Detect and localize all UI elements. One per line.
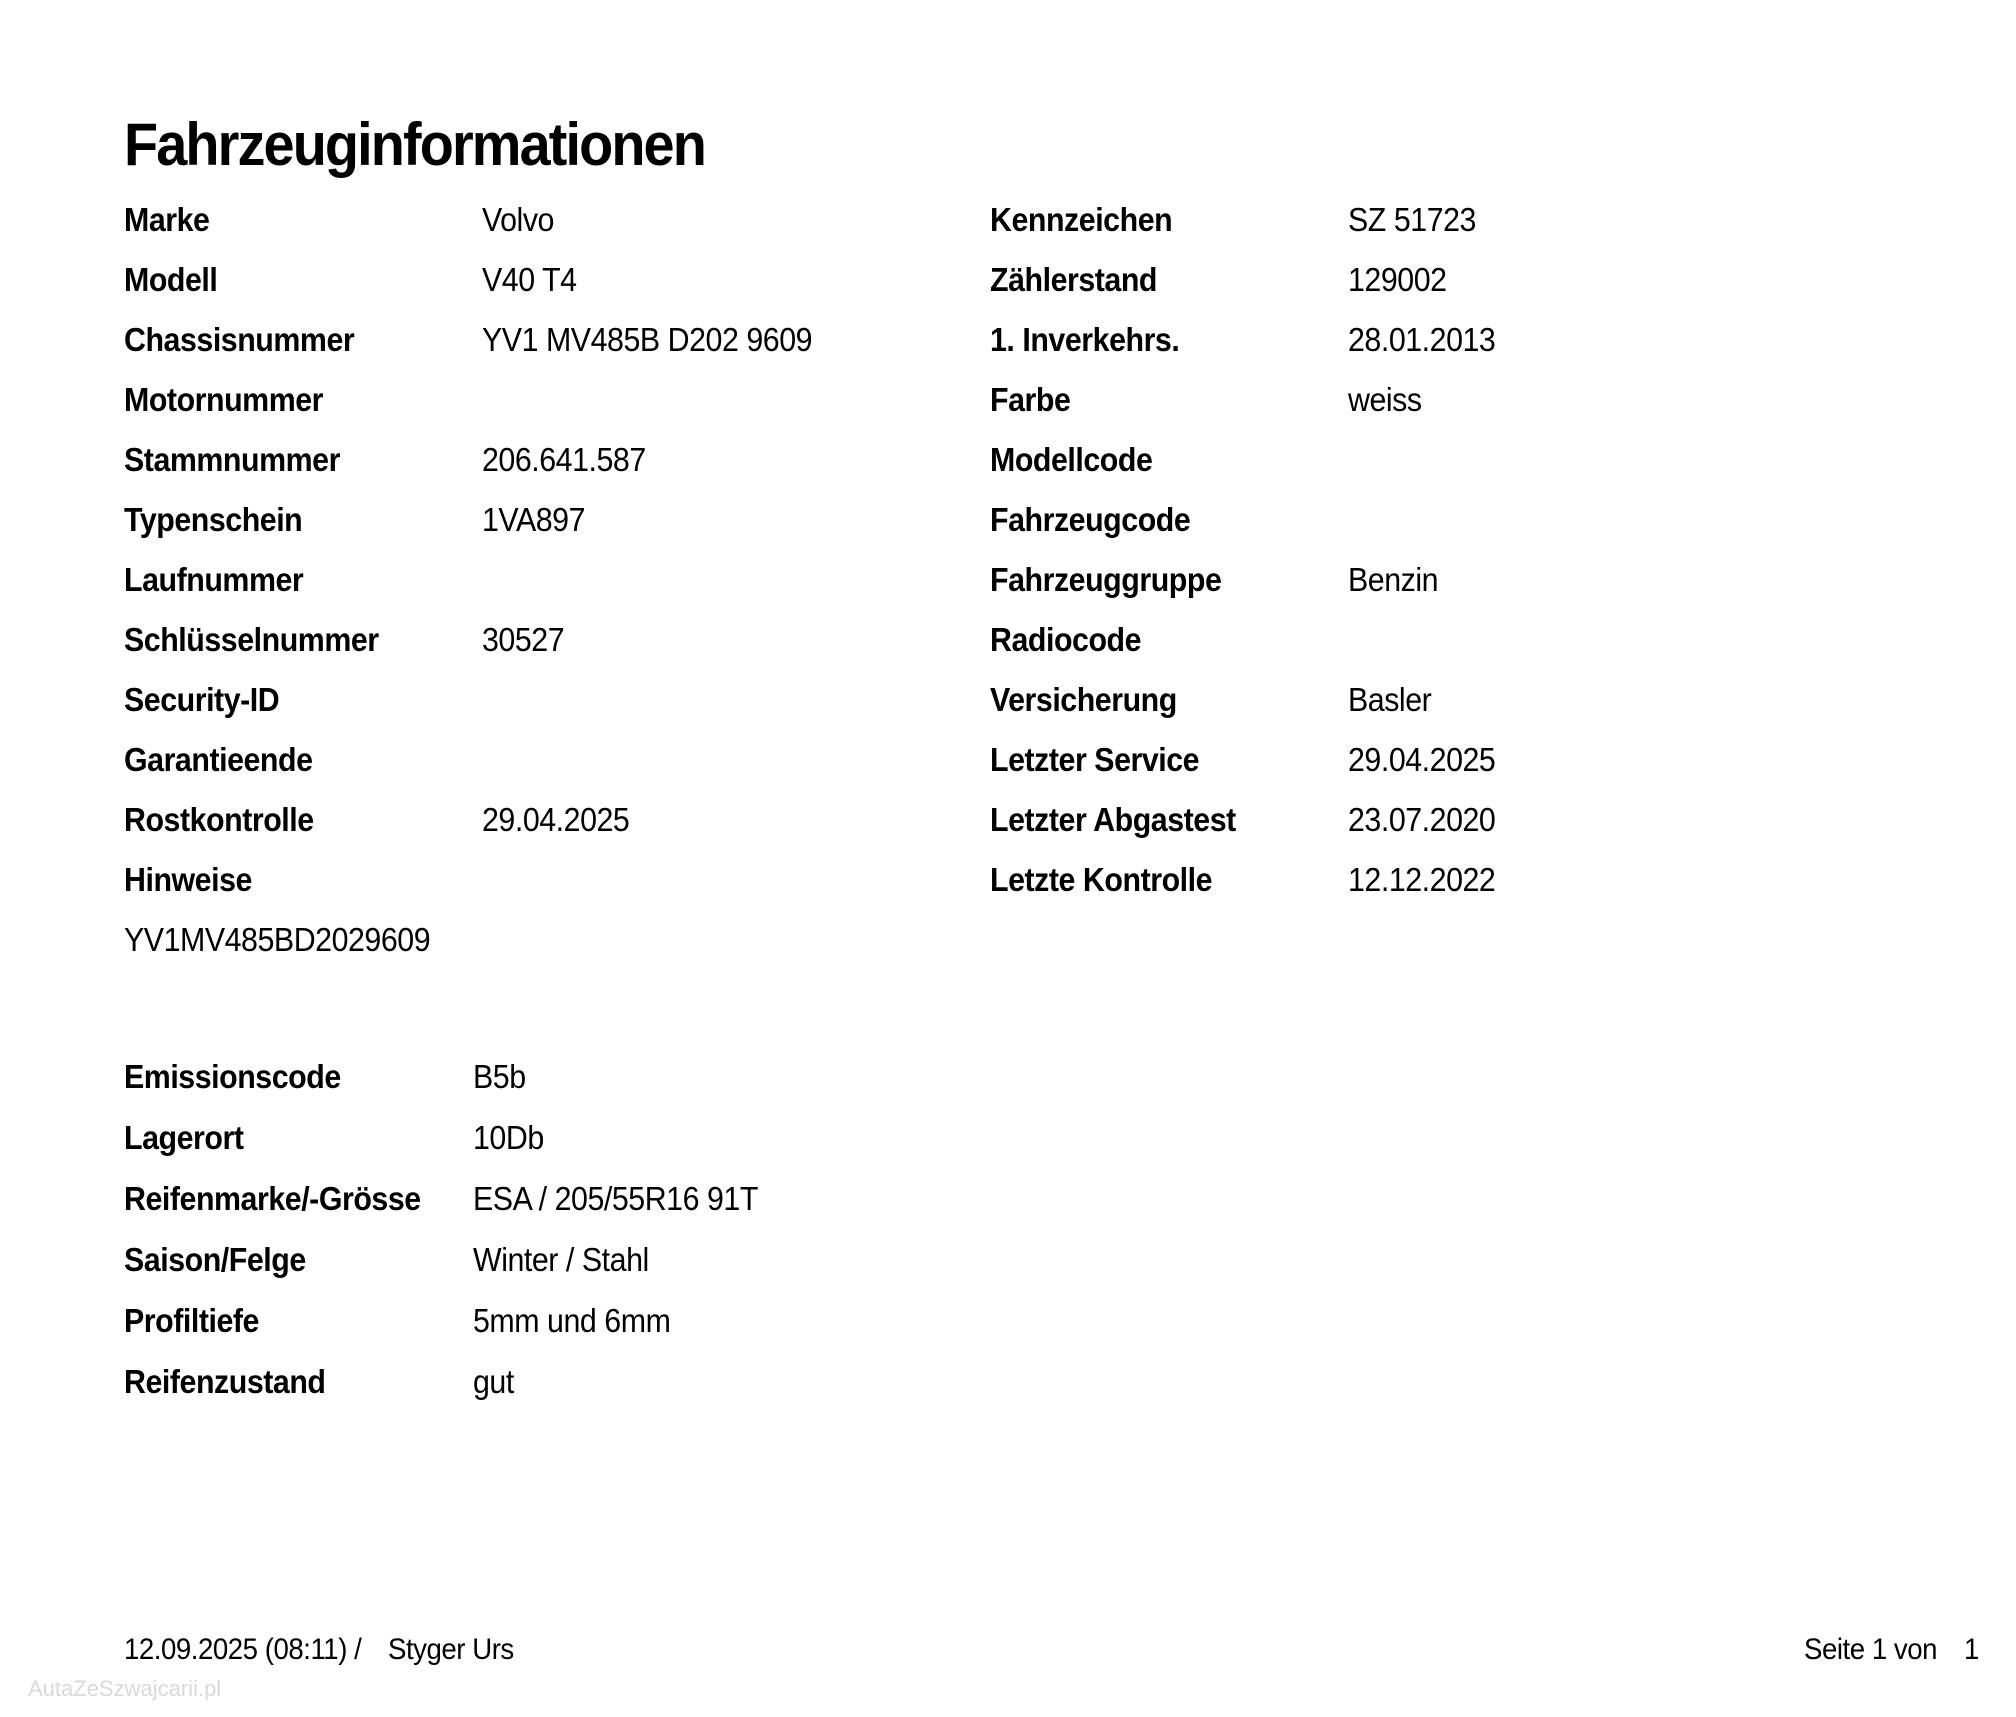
field-value: Volvo [482, 201, 554, 238]
field-label: Motornummer [124, 381, 324, 418]
field-value: 129002 [1348, 261, 1447, 298]
field-label: Schlüsselnummer [124, 621, 379, 658]
hinweise-text: YV1MV485BD2029609 [124, 921, 431, 958]
field-label: Versicherung [990, 681, 1177, 718]
field-label: Marke [124, 201, 210, 238]
field-value: SZ 51723 [1348, 201, 1476, 238]
field-label: Rostkontrolle [124, 801, 314, 838]
footer-page-total: 1 [1964, 1633, 1979, 1666]
tire-row [124, 1236, 1124, 1297]
info-row [124, 676, 1924, 736]
field-label: Stammnummer [124, 441, 340, 478]
info-row [124, 736, 1924, 796]
field-label: Modellcode [990, 441, 1153, 478]
field-value: weiss [1348, 381, 1422, 418]
field-value: 29.04.2025 [482, 801, 630, 838]
field-label: Security-ID [124, 681, 280, 718]
page-title: Fahrzeuginformationen [124, 111, 705, 178]
field-label: Reifenzustand [124, 1363, 326, 1400]
field-label: Profiltiefe [124, 1302, 259, 1339]
tire-row [124, 1053, 1124, 1114]
tire-row [124, 1358, 1124, 1419]
tire-info-grid [124, 1053, 1124, 1419]
field-value: gut [473, 1363, 514, 1400]
field-value: 1VA897 [482, 501, 586, 538]
field-value: YV1 MV485B D202 9609 [482, 321, 813, 358]
info-row [124, 376, 1924, 436]
field-value: 23.07.2020 [1348, 801, 1496, 838]
info-row [124, 496, 1924, 556]
field-label: Hinweise [124, 861, 252, 898]
vehicle-info-grid [124, 196, 1924, 916]
field-value: 29.04.2025 [1348, 741, 1496, 778]
field-label: Saison/Felge [124, 1241, 306, 1278]
field-label: Letzter Service [990, 741, 1200, 778]
info-row [124, 256, 1924, 316]
footer-datetime: 12.09.2025 (08:11) / [124, 1633, 362, 1666]
field-value: 28.01.2013 [1348, 321, 1496, 358]
field-value: 5mm und 6mm [473, 1302, 671, 1339]
info-row [124, 556, 1924, 616]
field-label: Emissionscode [124, 1058, 341, 1095]
field-value: ESA / 205/55R16 91T [473, 1180, 758, 1217]
field-value: 12.12.2022 [1348, 861, 1496, 898]
field-value: Basler [1348, 681, 1432, 718]
field-label: Laufnummer [124, 561, 304, 598]
info-row [124, 436, 1924, 496]
field-label: Fahrzeugcode [990, 501, 1191, 538]
tire-row [124, 1297, 1124, 1358]
info-row [124, 856, 1924, 916]
info-row [124, 796, 1924, 856]
field-label: Kennzeichen [990, 201, 1173, 238]
field-label: Lagerort [124, 1119, 244, 1156]
field-value: Benzin [1348, 561, 1439, 598]
field-label: Garantieende [124, 741, 313, 778]
field-label: Fahrzeuggruppe [990, 561, 1222, 598]
field-value: 30527 [482, 621, 565, 658]
field-label: Chassisnummer [124, 321, 355, 358]
field-label: Modell [124, 261, 218, 298]
field-label: Radiocode [990, 621, 1142, 658]
field-value: Winter / Stahl [473, 1241, 649, 1278]
tire-row [124, 1175, 1124, 1236]
field-value: V40 T4 [482, 261, 577, 298]
field-label: Typenschein [124, 501, 303, 538]
field-label: Farbe [990, 381, 1071, 418]
info-row [124, 316, 1924, 376]
field-value: 10Db [473, 1119, 544, 1156]
tire-row [124, 1114, 1124, 1175]
field-label: Reifenmarke/-Grösse [124, 1180, 421, 1217]
footer-user: Styger Urs [388, 1633, 514, 1666]
field-value: B5b [473, 1058, 526, 1095]
watermark: AutaZeSzwajcarii.pl [28, 1676, 222, 1701]
field-label: Letzter Abgastest [990, 801, 1236, 838]
field-label: 1. Inverkehrs. [990, 321, 1180, 358]
footer-page-label: Seite 1 von [1804, 1633, 1938, 1666]
field-label: Letzte Kontrolle [990, 861, 1213, 898]
info-row [124, 616, 1924, 676]
field-label: Zählerstand [990, 261, 1158, 298]
field-value: 206.641.587 [482, 441, 646, 478]
info-row [124, 196, 1924, 256]
